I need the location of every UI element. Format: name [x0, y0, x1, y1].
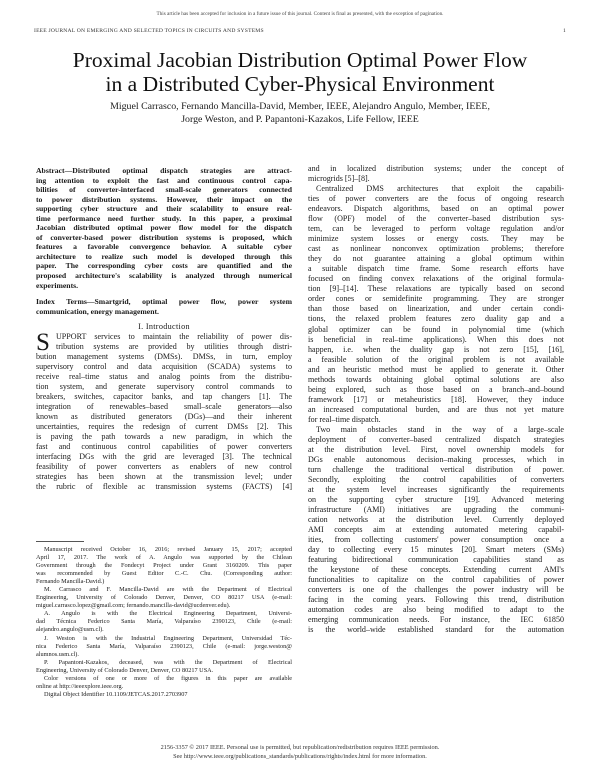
- text-line: receive real–time status and analog points from the distribu-: [36, 372, 292, 382]
- text-line: and an heuristic method must be applied to generate it. Other: [308, 364, 564, 374]
- text-line: dad Técnica Federico Santa María, Valparaíso 2390123, Chile (e-mail:: [36, 618, 292, 626]
- author-list: [40, 101, 560, 126]
- text-line: at the system level increases significantly the requirements: [308, 485, 564, 494]
- text-line: supporting cyber structure and their scalability to ensure real-: [36, 204, 292, 214]
- text-line: cation networks at the distribution level. Currently deployed: [308, 515, 564, 525]
- text-line: M. Carrasco and F. Mancilla-David are with the Department of Electrical: [44, 586, 292, 594]
- text-line: focused on finding convex relaxations of the original formula-: [308, 274, 564, 284]
- text-line: time performance need further study. In this paper, a proximal: [36, 213, 292, 223]
- text-line: framework [17] or metaheuristics [18]. However, they induce: [308, 394, 564, 404]
- text-line: DGs enable autonomous decision–making processes, which in: [308, 454, 564, 464]
- text-line: communication, energy management.: [36, 306, 159, 316]
- copyright-footer: [0, 744, 600, 761]
- text-line: A. Angulo is with the Electrical Engineering Department, Universi-: [44, 610, 292, 618]
- text-line: proposed architecture's scalability is analyzed through numerical: [36, 271, 292, 281]
- text-line: infrastructure (AMI) initiatives are upgrading the communi-: [308, 505, 564, 515]
- text-line: Secondly, exploiting the control capabilities of converters: [308, 474, 564, 484]
- text-line: emerging communication needs. For instance, the IEC 61850: [308, 615, 564, 625]
- running-header: [34, 28, 566, 34]
- abstract: [36, 166, 292, 290]
- text-line: miguel.carrasco.lopez@gmail.com; fernando.mancilla-david@ucdenver.edu).: [36, 602, 231, 610]
- text-line: on the supporting cyber structure [19]. Advanced metering: [308, 495, 564, 505]
- text-line: is the world–wide established standard for the automation: [308, 625, 564, 635]
- text-line: features a favorable convergence behavior. A suitable cyber: [36, 242, 292, 252]
- text-line: minimize system losses or energy costs. They may be: [308, 234, 564, 244]
- text-line: order cones or semidefinite programming. They are stronger: [308, 294, 564, 304]
- text-line: bilities of converter-interfaced small-scale generators connected: [36, 185, 292, 195]
- text-line: paper. The corresponding cyber costs are quantified and the: [36, 261, 292, 271]
- text-line: Engineering, University of Colorado Denver, Denver, CO 80217 USA.: [36, 666, 214, 674]
- text-line: integration of renewables–based small–scale generators—also: [36, 402, 292, 412]
- title-line: Proximal Jacobian Distribution Optimal Power Flow: [72, 48, 528, 72]
- text-line: Color versions of one or more of the figures in this paper are available: [44, 674, 292, 682]
- text-line: architecture to realize such model is developed through this: [36, 251, 292, 261]
- text-line: to power distribution systems. However, their impact on the: [36, 194, 292, 204]
- text-line: Digital Object Identifier 10.1109/JETCAS.2017.2703907: [44, 690, 188, 698]
- text-line: nica Federico Santa María, Valparaíso 2390123, Chile (e-mail: jorge.weston@: [36, 642, 292, 650]
- text-line: uncertainties, requires the redesign of current DMSs [2]. This: [36, 422, 292, 432]
- introduction-left-column: [36, 329, 292, 493]
- text-line: turn challenge the traditional vertical distribution of power.: [308, 464, 564, 474]
- text-line: of converter-based power distribution systems is proposed, which: [36, 232, 292, 242]
- journal-name: IEEE JOURNAL ON EMERGING AND SELECTED TOPICS IN CIRCUITS AND SYSTEMS: [34, 28, 264, 34]
- text-line: Jacobian distributed optimal power flow model for the dispatch: [36, 223, 292, 233]
- text-line: at the distribution level. First, novel ownership models for: [308, 444, 564, 454]
- text-line: deployment of converter–based centralized dispatch strategies: [308, 434, 564, 444]
- text-line: tion system, and generate supervisory control commands to: [36, 382, 292, 392]
- text-line: ties of power converters are the focus of ongoing research: [308, 194, 564, 204]
- text-line: breakers, switches, capacitor banks, and tap changers [1]. The: [36, 392, 292, 402]
- footnote-separator: [36, 541, 84, 542]
- text-line: converters is one of the challenges the power industry will be: [308, 585, 564, 595]
- text-line: experiments.: [36, 280, 79, 290]
- text-line: strategies has been shown at the transmission level; under: [36, 472, 292, 482]
- text-line: alejandro.angulo@usm.cl).: [36, 626, 104, 634]
- text-line: tion [9]–[14]. These relaxations are typically based on second: [308, 284, 564, 294]
- text-line: happen, i.e. when the duality gap is not zero [15], [16],: [308, 344, 564, 354]
- text-line: is beneficial in real–time applications). When this does not: [308, 334, 564, 344]
- text-line: functionalities to capitalize on the control capabilities of power: [308, 575, 564, 585]
- author-line: Miguel Carrasco, Fernando Mancilla-David, Member, IEEE, Alejandro Angulo, Member, IEEE,: [110, 101, 490, 112]
- introduction-right-column: [308, 164, 564, 635]
- text-line: ities, from collecting customers' power consumption once a: [308, 535, 564, 545]
- text-line: global optimizer can be found in polynomial time (which: [308, 324, 564, 334]
- title-line: in a Distributed Cyber-Physical Environment: [105, 72, 495, 96]
- text-line: tem, can be leveraged to perform voltage regulation and/or: [308, 224, 564, 234]
- text-line: Manuscript received October 16, 2016; revised January 15, 2017; accepted: [44, 546, 292, 553]
- text-line: bution management systems (DMSs). DMSs, in turn, employ: [36, 352, 292, 362]
- text-line: and in localized distribution systems; under the concept of: [308, 164, 564, 173]
- text-line: a suitable dispatch time frame. Some research efforts have: [308, 264, 564, 274]
- index-terms: [36, 297, 292, 316]
- text-line: endeavors. Dispatch algorithms, based on an optimal power: [308, 204, 564, 214]
- paper-title: [20, 48, 580, 96]
- text-line: tribution systems are provided by utilities through distri-: [56, 342, 292, 352]
- text-line: was recommended by Guest Editor C.-C. Chu. (Corresponding author:: [36, 570, 292, 578]
- text-line: than those based on linearization, and under certain condi-: [308, 304, 564, 314]
- text-line: online at http://ieeexplore.ieee.org.: [36, 682, 124, 690]
- text-line: April 17, 2017. The work of A. Angulo was supported by the Chilean: [36, 554, 292, 562]
- drop-cap: S: [36, 329, 50, 356]
- text-line: flow (OPF) model of the converter–based distribution sys-: [308, 214, 564, 224]
- text-line: Centralized DMS architectures that exploit the capabili-: [316, 184, 564, 194]
- text-line: featuring bidirectional communication capabilities stand as: [308, 555, 564, 565]
- text-line: the rubric of flexible ac transmission systems (FACTS) [4]: [36, 482, 292, 492]
- text-line: an increased computational burden, and are thus not yet mature: [308, 404, 564, 414]
- text-line: a feasible solution of the original problem is not available: [308, 354, 564, 364]
- text-line: alumnos.usm.cl).: [36, 650, 79, 658]
- text-line: feasibility of power converters as enablers of new control: [36, 462, 292, 472]
- acceptance-notice: This article has been accepted for inclusion in a future issue of this journal. Content is final as presented, with the exception of pagination.: [156, 11, 444, 17]
- text-line: fast and continuous control capabilities of power converters: [36, 442, 292, 452]
- text-line: they do not guarantee attaining a global optimum within: [308, 254, 564, 264]
- intro-body: [36, 352, 292, 492]
- text-line: Abstract—Distributed optimal dispatch strategies are attract-: [36, 166, 292, 175]
- text-line: day to collecting every 15 minutes [20]. Smart meters (SMs): [308, 545, 564, 555]
- section-heading: I. Introduction: [138, 322, 190, 331]
- text-line: microgrids [5]–[8].: [308, 174, 370, 184]
- rights-info-line: See http://www.ieee.org/publications_standards/publications/rights/index.html for more information.: [173, 752, 427, 760]
- text-line: is paving the path towards a new paradigm, in which the: [36, 432, 292, 442]
- text-line: supervisory control and data acquisition (SCADA) systems to: [36, 362, 292, 372]
- copyright-line: 2156-3357 © 2017 IEEE. Personal use is permitted, but republication/redistribution requires IEEE permission.: [160, 744, 440, 751]
- text-line: Index Terms—Smartgrid, optimal power flow, power system: [36, 297, 292, 306]
- text-line: Fernando Mancilla-David.): [36, 578, 105, 586]
- text-line: AMI concepts aim at extending automated metering capabil-: [308, 525, 564, 535]
- text-line: being explored, such as those based on a branch–and–bound: [308, 384, 564, 394]
- text-line: automation codes are also being modified to adapt to the: [308, 605, 564, 615]
- footnotes: [36, 546, 292, 699]
- text-line: cast as nonlinear nonconvex optimization problems; therefore: [308, 244, 564, 254]
- text-line: J. Weston is with the Industrial Engineering Department, Universidad Téc-: [44, 634, 292, 642]
- text-line: methods towards obtaining global optimal solutions are also: [308, 374, 564, 384]
- text-line: the keystone of these concepts. Extending current AMI's: [308, 565, 564, 575]
- text-line: known as distributed generators (DGs)—and their inherent: [36, 412, 292, 422]
- text-line: Engineering, University of Colorado Denver, Denver, CO 80217 USA (e-mail:: [36, 594, 292, 602]
- text-line: P. Papantoni-Kazakos, deceased, was with the Department of Electrical: [44, 658, 292, 666]
- author-line: Jorge Weston, and P. Papantoni-Kazakos, Life Fellow, IEEE: [181, 113, 419, 125]
- text-line: for real–time dispatch.: [308, 414, 381, 424]
- text-line: ing attention to exploit the fast and continuous control capa-: [36, 175, 292, 185]
- text-line: UPPORT services to maintain the reliability of power dis-: [56, 332, 292, 341]
- page-number: 1: [563, 28, 566, 34]
- text-line: facing in the coming years. Following this trend, distribution: [308, 595, 564, 605]
- text-line: Two main obstacles stand in the way of a large–scale: [316, 424, 564, 434]
- text-line: tions, the relaxed problem features zero duality gap and a: [308, 314, 564, 324]
- text-line: interfacing DGs with the grid are leveraged [3]. The technical: [36, 452, 292, 462]
- text-line: Government through the Fondecyt Project under Grant 3160209. This paper: [36, 562, 292, 570]
